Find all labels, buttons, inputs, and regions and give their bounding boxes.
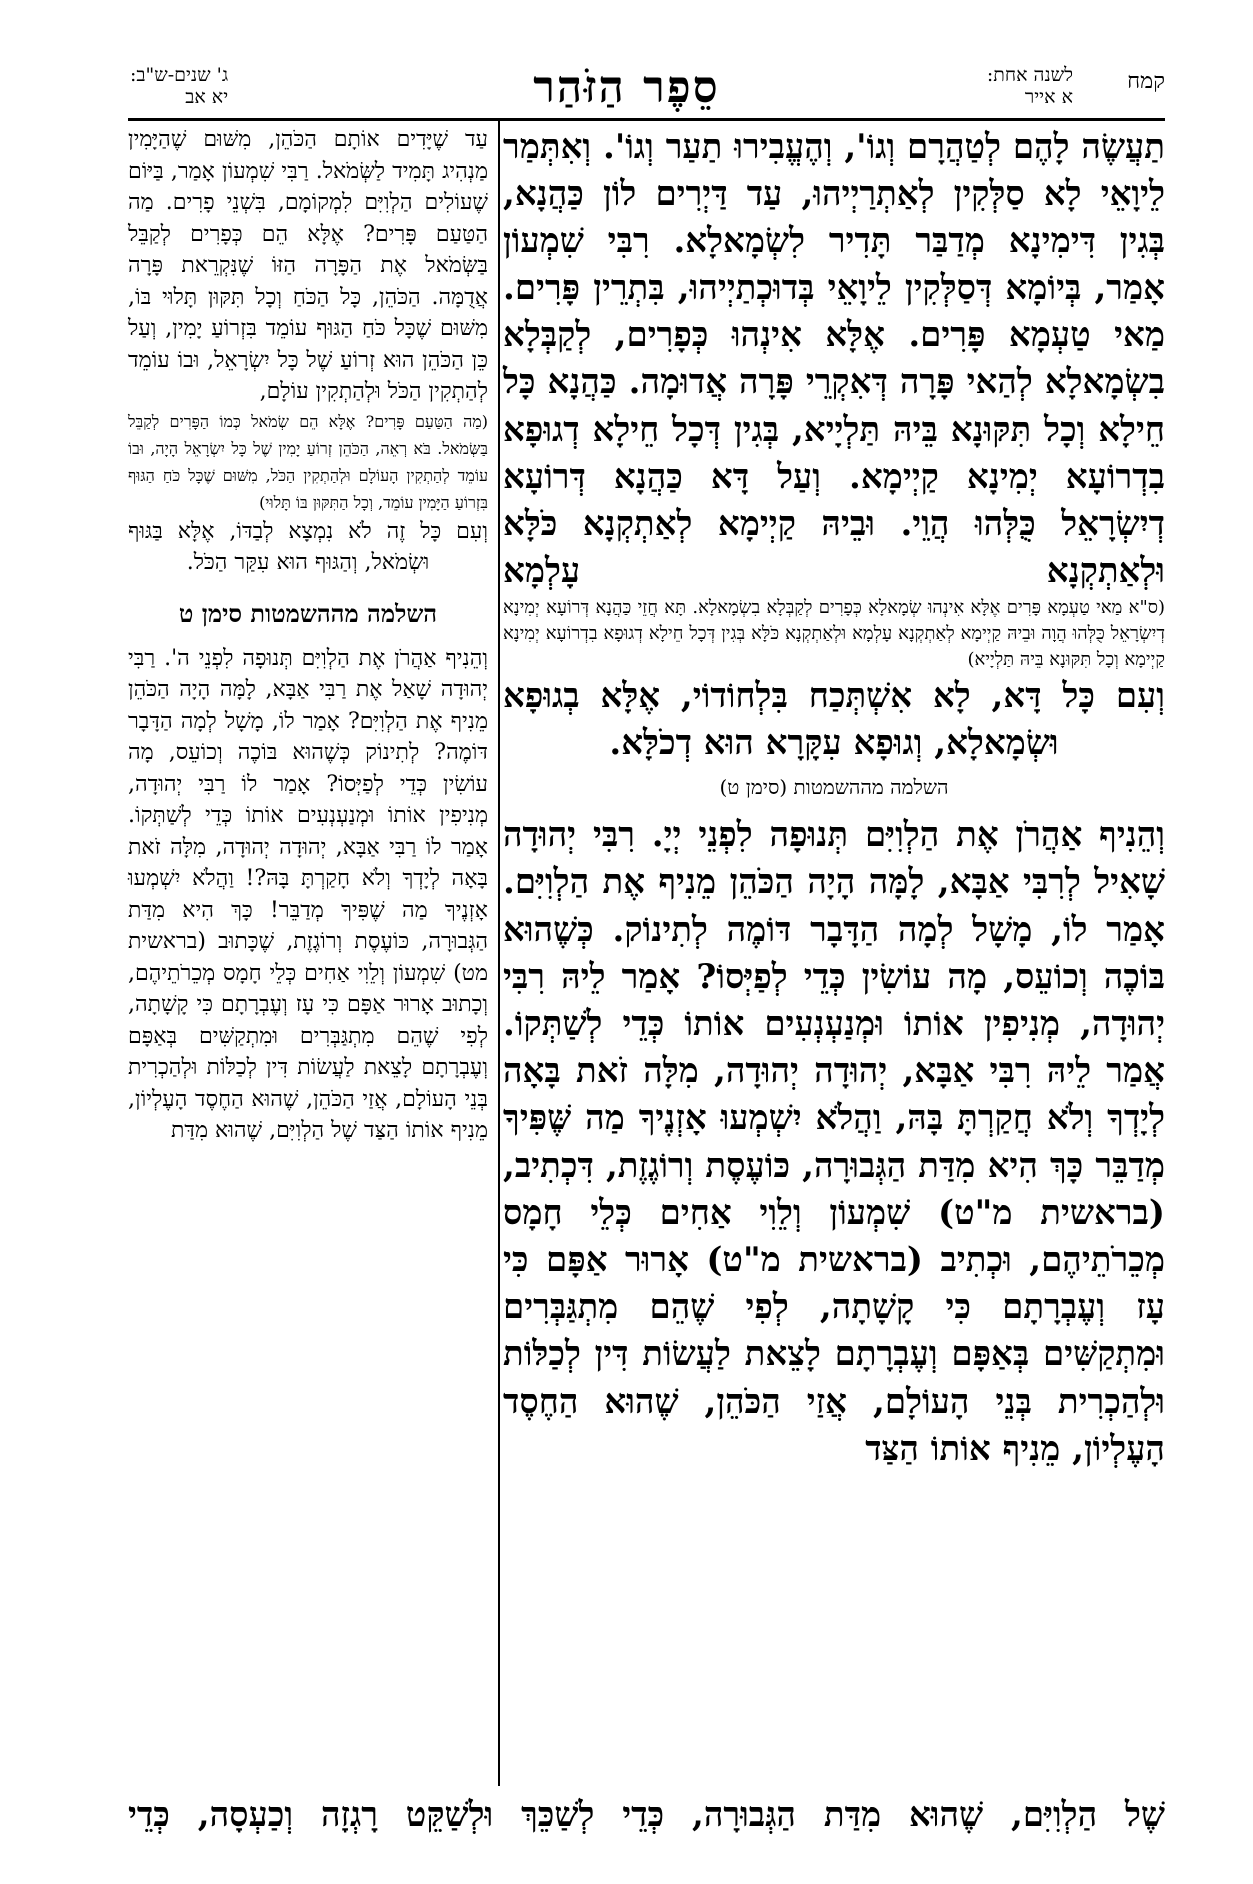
schedule-date: יא אב bbox=[185, 86, 229, 108]
page-number: קמח bbox=[1127, 69, 1165, 94]
main-text-paragraph: וְעִם כָּל דָּא, לָא אִשְׁתְּכַח בִּלְחוֹדוֹי, אֶלָּא בְגוּפָא וּשְׂמָאלָא, וְגוּפָא עִקָּרָא הוּא דְכֹלָּא. bbox=[503, 675, 1165, 764]
book-title: סֵפֶר הַזֹּהַר bbox=[533, 62, 720, 113]
footer-line: שֶׁל הַלְוִיִּם, שֶׁהוּא מִדַּת הַגְּבוּרָה, כְּדֵי לְשַׁכֵּךְ וּלְשַׁקֵּט רָגְזָה וְכַעְסָה, כְּדֵי bbox=[128, 1795, 1165, 1835]
header-rule bbox=[128, 118, 1165, 121]
column-divider bbox=[498, 121, 500, 1786]
translation-variant-note: (מַה הַטַּעַם פָּרִים? אֶלָּא הֵם שְׂמֹאל כְּמוֹ הַפָּרִים לְקַבֵּל בַּשְּׂמֹאל. בֹּא רְאֵה, הַכֹּהֵן זְרוֹעַ יָמִין שֶׁל כָּל יִשְׂרָאֵל הָיָה, וּבוֹ עוֹמֵד לְהַתְקִין הָעוֹלָם וּלְהַתְקִין הַכֹּל, מִשּׁוּם שֶׁכָּל כֹּחַ הַגּוּף בִּזְרוֹעַ הַיָּמִין עוֹמֵד, וְכָל הַתִּקּוּן בּוֹ תָּלוּי) bbox=[128, 411, 488, 512]
heading-tail: סימן ט bbox=[178, 598, 243, 628]
three-year-schedule bbox=[130, 64, 228, 108]
side-column-translation bbox=[128, 124, 488, 1147]
schedule-date: א אייר bbox=[1024, 86, 1073, 108]
main-variant-note: (ס"א מַאי טַעְמָא פָּרִים אֶלָּא אִינְהוּ שְׂמָאלָא כְּפָרִים לְקַבְּלָא בִשְׂמָאלָא. תָּא חֲזֵי כַּהֲנָא דְּרוֹעָא יְמִינָא דְיִשְׂרָאֵל כֻּלְּהוּ הֲוָה וּבֵיהּ קַיְימָא לְאַתְקְנָא עָלְמָא וּלְאַתְקְנָא כֹּלָּא בְּגִין דְּכָל חֵילָא דְגוּפָא בִדְרוֹעָא יְמִינָא קַיְימָא וְכָל תִּקּוּנָא בֵּיהּ תַּלְיָיא) bbox=[503, 596, 1165, 670]
main-column-aramaic bbox=[503, 124, 1165, 1473]
main-text-paragraph: תַעֲשֶׂה לָהֶם לְטַהֲרָם וְגוֹ', וְהֶעֱבִירוּ תַעַר וְגוֹ'. וְאִתְּמַר לֵיוָאֵי לָא סַלְּקִין לְאַתְרַיְיהוּ, עַד דַּיְרִים לוֹן כַּהֲנָא, בְּגִין דִּימִינָא מְדַבַּר תָּדִיר לִשְׂמָאלָא. רִבִּי שִׁמְעוֹן אָמַר, בְּיוֹמָא דְּסַלְּקִין לֵיוָאֵי בְּדוּכְתַיְיהוּ, בִּתְרֵין פָּרִים. מַאי טַעְמָא פָּרִים. אֶלָּא אִינְהוּ כְּפָרִים, לְקַבְּלָא בִשְׂמָאלָא לְהַאי פָּרָה דְּאִקְרֵי פָּרָה אֲדוּמָה. כַּהֲנָא כָּל חֵילָא וְכָל תִּקּוּנָא בֵּיהּ תַּלְיָיא, בְּגִין דְּכָל חֵילָא דְגוּפָא בִדְרוֹעָא יְמִינָא קַיְימָא. וְעַל דָּא כַּהֲנָא דְּרוֹעָא דְיִשְׂרָאֵל כֻּלְּהוּ הֲוֵי. וּבֵיהּ קַיְימָא לְאַתְקְנָא כֹּלָּא וּלְאַתְקְנָא עָלְמָא bbox=[503, 127, 1165, 591]
main-text-paragraph: וְהֵנִיף אַהֲרֹן אֶת הַלְוִיִּם תְּנוּפָה לִפְנֵי יְיָ. רִבִּי יְהוּדָה שָׁאִיל לְרִבִּי אַבָּא, לָמָּה הָיָה הַכֹּהֵן מֵנִיף אֶת הַלְוִיִּם. אָמַר לוֹ, מָשָׁל לְמָה הַדָּבָר דּוֹמֶה לְתִינוֹק. כְּשֶׁהוּא בּוֹכֶה וְכוֹעֵס, מָה עוֹשִׂין כְּדֵי לְפַיְּסוֹ? אָמַר לֵיהּ רִבִּי יְהוּדָה, מְנִיפִין אוֹתוֹ וּמְנַעְנְעִים אוֹתוֹ כְּדֵי לְשַׁתְּקוֹ. אֲמַר לֵיהּ רִבִּי אַבָּא, יְהוּדָה יְהוּדָה, מִלָּה זֹאת בָּאָה לְיָדְךָ וְלֹא חֲקַרְתָּ בָּהּ, וַהֲלֹא יִשְׁמְעוּ אָזְנֶיךָ מַה שֶּׁפִּיךָ מְדַבֵּר כָּךְ הִיא מִדַּת הַגְּבוּרָה, כּוֹעֶסֶת וְרוֹגֶזֶת, דִּכְתִיב, (בראשית מ"ט) שִׁמְעוֹן וְלֵוִי אַחִים כְּלֵי חָמָס מְכֵרֹתֵיהֶם, וּכְתִיב (בראשית מ"ט) אָרוּר אַפָּם כִּי עָז וְעֶבְרָתָם כִּי קָשָׁתָה, לְפִי שֶׁהֵם מִתְגַּבְּרִים וּמִתְקַשִּׁים בְּאַפָּם וְעֶבְרָתָם לָצֵאת לַעֲשׂוֹת דִּין לְכַלּוֹת וּלְהַכְרִית בְּנֵי הָעוֹלָם, אֲזַי הַכֹּהֵן, שֶׁהוּא הַחֶסֶד הָעֶלְיוֹן, מֵנִיף אוֹתוֹ הַצַּד bbox=[503, 815, 1165, 1469]
translation-section-heading bbox=[128, 599, 488, 629]
heading-bold: השלמה מההשמטות bbox=[250, 598, 438, 628]
translation-paragraph: וְעִם כָּל זֶה לֹא נִמְצָא לְבַדּוֹ, אֶלָּא בַּגּוּף וּשְׂמֹאל, וְהַגּוּף הוּא עִקַּר הַכֹּל. bbox=[128, 518, 488, 575]
page-header bbox=[0, 62, 1253, 118]
schedule-label: ג' שנים-ש"ב: bbox=[130, 64, 229, 86]
translation-paragraph: וְהֵנִיף אַהֲרֹן אֶת הַלְוִיִּם תְּנוּפָה לִפְנֵי ה'. רַבִּי יְהוּדָה שָׁאַל אֶת רַבִּי אַבָּא, לָמָּה הָיָה הַכֹּהֵן מֵנִיף אֶת הַלְוִיִּם? אָמַר לוֹ, מָשָׁל לְמָה הַדָּבָר דּוֹמֶה? לְתִינוֹק כְּשֶׁהוּא בּוֹכֶה וְכוֹעֵס, מָה עוֹשִׂין כְּדֵי לְפַיְּסוֹ? אָמַר לוֹ רַבִּי יְהוּדָה, מְנִיפִין אוֹתוֹ וּמְנַעְנְעִים אוֹתוֹ כְּדֵי לְשַׁתְּקוֹ. אָמַר לוֹ רַבִּי אַבָּא, יְהוּדָה יְהוּדָה, מִלָּה זֹאת בָּאָה לְיָדְךָ וְלֹא חָקַרְתָּ בָּהּ?! וַהֲלֹא יִשְׁמְעוּ אָזְנֶיךָ מַה שֶׁפִּיךָ מְדַבֵּר! כָּךְ הִיא מִדַּת הַגְּבוּרָה, כּוֹעֶסֶת וְרוֹגֶזֶת, שֶׁכָּתוּב (בראשית מט) שִׁמְעוֹן וְלֵוִי אַחִים כְּלֵי חָמָס מְכֵרֹתֵיהֶם, וְכָתוּב אָרוּר אַפָּם כִּי עָז וְעֶבְרָתָם כִּי קָשָׁתָה, לְפִי שֶׁהֵם מִתְגַּבְּרִים וּמִתְקַשִּׁים בְּאַפָּם וְעֶבְרָתָם לָצֵאת לַעֲשׂוֹת דִּין לְכַלּוֹת וּלְהַכְרִית בְּנֵי הָעוֹלָם, אֲזַי הַכֹּהֵן, שֶׁהוּא הַחֶסֶד הָעֶלְיוֹן, מֵנִיף אוֹתוֹ הַצַּד שֶׁל הַלְוִיִּם, שֶׁהוּא מִדַּת bbox=[128, 645, 489, 1143]
schedule-label: לשנה אחת: bbox=[986, 64, 1073, 86]
main-section-heading: השלמה מההשמטות (סימן ט) bbox=[719, 775, 949, 800]
translation-paragraph: עַד שֶׁיָּדִים אוֹתָם הַכֹּהֵן, מִשּׁוּם שֶׁהַיָּמִין מַנְהִיג תָּמִיד לַשְּׂמֹאל. רַבִּי שִׁמְעוֹן אָמַר, בַּיּוֹם שֶׁעוֹלִים הַלְוִיִּם לִמְקוֹמָם, בִּשְׁנֵי פָרִים. מַה הַטַּעַם פָּרִים? אֶלָּא הֵם כְּפָרִים לְקַבֵּל בַּשְּׂמֹאל אֶת הַפָּרָה הַזּוֹ שֶׁנִּקְרֵאת פָּרָה אֲדֻמָּה. הַכֹּהֵן, כָּל הַכֹּחַ וְכָל תִּקּוּן תָּלוּי בּוֹ, מִשּׁוּם שֶׁכָּל כֹּחַ הַגּוּף עוֹמֵד בִּזְרוֹעַ יָמִין, וְעַל כֵּן הַכֹּהֵן הוּא זְרוֹעַ שֶׁל כָּל יִשְׂרָאֵל, וּבוֹ עוֹמֵד לְהַתְקִין הַכֹּל וּלְהַתְקִין עוֹלָם, bbox=[128, 127, 488, 404]
